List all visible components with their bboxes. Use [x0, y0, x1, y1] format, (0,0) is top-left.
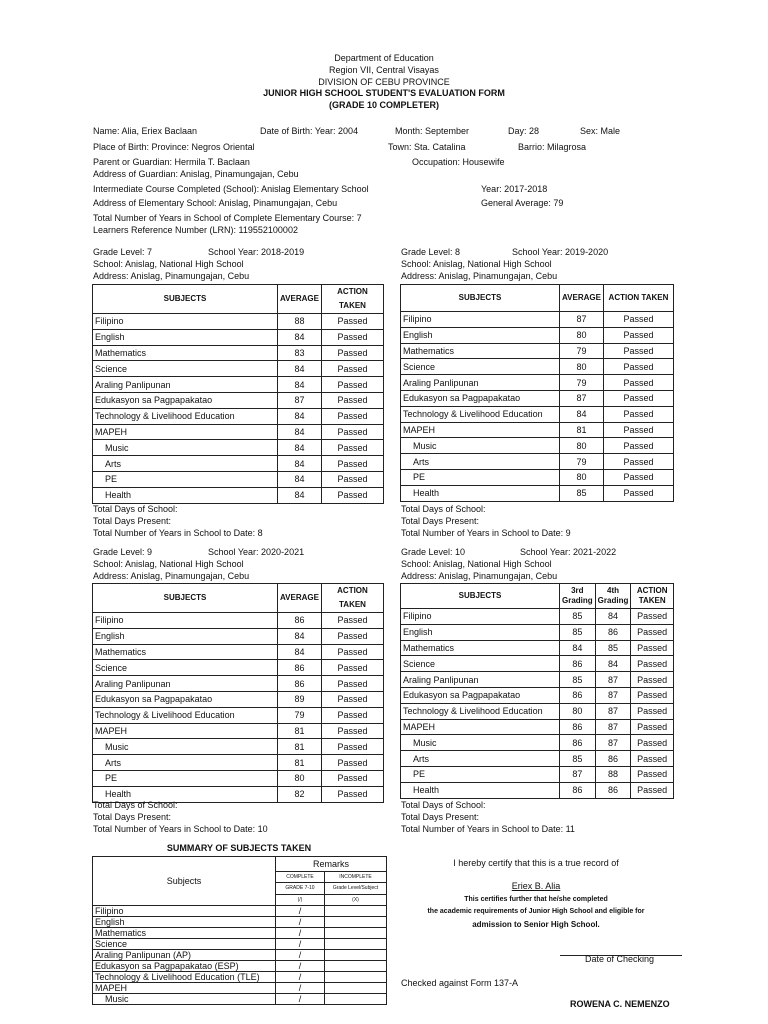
g7-h-action: ACTION TAKEN: [321, 285, 383, 314]
lrn: Learners Reference Number (LRN): 119552100002: [93, 225, 298, 235]
g9-footer: Total Days of School: Total Days Present: Total Number of Years in School to Date: 10: [93, 800, 268, 834]
table-row: English 85 86 Passed: [401, 624, 674, 640]
table-row: Mathematics 84 Passed: [93, 644, 384, 660]
table-row: MAPEH 84 Passed: [93, 424, 384, 440]
student-pob: Place of Birth: Province: Negros Oriental: [93, 142, 255, 152]
certify-requirements: the academic requirements of Junior High School and eligible for: [427, 908, 645, 915]
table-row: Arts 81 Passed: [93, 755, 384, 771]
general-average: General Average: 79: [481, 198, 564, 208]
table-row: MAPEH 86 87 Passed: [401, 719, 674, 735]
table-row: English 84 Passed: [93, 329, 384, 345]
table-row: Araling Panlipunan 86 Passed: [93, 676, 384, 692]
signatory-name: ROWENA C. NEMENZO: [570, 999, 670, 1009]
table-row: Filipino 86 Passed: [93, 613, 384, 629]
table-row: English 84 Passed: [93, 628, 384, 644]
student-day: Day: 28: [508, 126, 540, 136]
g9-grades-table: [92, 583, 384, 803]
table-row: Mathematics 83 Passed: [93, 345, 384, 361]
table-row: Edukasyon sa Pagpapakatao 86 87 Passed: [401, 687, 674, 703]
summary-h-x: (X): [325, 894, 387, 905]
header-region: Region VII, Central Visayas: [329, 65, 439, 75]
g7-h-average: AVERAGE: [278, 285, 322, 314]
table-row: Filipino 87 Passed: [401, 312, 674, 328]
summary-h-remarks: Remarks: [276, 857, 387, 872]
g10-h-action: ACTION TAKEN: [631, 584, 674, 609]
student-barrio: Barrio: Milagrosa: [518, 142, 587, 152]
table-row: Edukasyon sa Pagpapakatao (ESP) /: [93, 961, 387, 972]
table-row: PE 87 88 Passed: [401, 766, 674, 782]
g10-footer: Total Days of School: Total Days Present: Total Number of Years in School to Date: 11: [401, 800, 575, 834]
g8-school: School: Anislag, National High School: [401, 259, 552, 269]
g8-level: Grade Level: 8: [401, 247, 461, 257]
g10-h-subjects: SUBJECTS: [401, 584, 560, 609]
table-row: Technology & Livelihood Education 79 Passed: [93, 707, 384, 723]
certify-admission: admission to Senior High School.: [472, 920, 600, 929]
total-years-elementary: Total Number of Years in School of Complete Elementary Course: 7: [93, 213, 362, 223]
g8-grades-table: [400, 284, 674, 502]
table-row: Music 86 87 Passed: [401, 735, 674, 751]
table-row: Filipino 88 Passed: [93, 314, 384, 330]
summary-h-subjects: Subjects: [93, 857, 276, 906]
g10-school: School: Anislag, National High School: [401, 559, 552, 569]
table-row: Music 84 Passed: [93, 440, 384, 456]
table-row: Music /: [93, 994, 387, 1005]
g9-school-year: School Year: 2020-2021: [208, 547, 305, 557]
g10-h-4th: 4th Grading: [595, 584, 631, 609]
table-row: Mathematics 84 85 Passed: [401, 640, 674, 656]
certified-student-name: Eriex B. Alia: [511, 881, 561, 891]
table-row: PE 80 Passed: [93, 770, 384, 786]
student-month: Month: September: [395, 126, 470, 136]
g8-address: Address: Anislag, Pinamungajan, Cebu: [401, 271, 558, 281]
certify-line: I hereby certify that this is a true record of: [453, 858, 619, 868]
table-row: Mathematics /: [93, 928, 387, 939]
form-title: JUNIOR HIGH SCHOOL STUDENT'S EVALUATION FORM: [263, 88, 505, 98]
table-row: Arts 84 Passed: [93, 456, 384, 472]
g9-h-average: AVERAGE: [278, 584, 322, 613]
summary-h-complete: COMPLETE: [276, 872, 325, 883]
table-row: English 80 Passed: [401, 327, 674, 343]
summary-h-incomplete: INCOMPLETE: [325, 872, 387, 883]
table-row: Health 84 Passed: [93, 487, 384, 503]
intermediate-course: Intermediate Course Completed (School): Anislag Elementary School: [93, 184, 369, 194]
g9-h-subjects: SUBJECTS: [93, 584, 278, 613]
table-row: Technology & Livelihood Education 84 Passed: [93, 408, 384, 424]
g7-h-subjects: SUBJECTS: [93, 285, 278, 314]
elementary-address: Address of Elementary School: Anislag, Pinamungajan, Cebu: [93, 198, 338, 208]
summary-title: SUMMARY OF SUBJECTS TAKEN: [166, 843, 312, 853]
student-town: Town: Sta. Catalina: [388, 142, 466, 152]
table-row: Edukasyon sa Pagpapakatao 87 Passed: [401, 390, 674, 406]
g10-grades-table: [400, 583, 674, 799]
g9-address: Address: Anislag, Pinamungajan, Cebu: [93, 571, 250, 581]
header-division: DIVISION OF CEBU PROVINCE: [318, 77, 450, 87]
table-row: MAPEH 81 Passed: [93, 723, 384, 739]
student-dob: Date of Birth: Year: 2004: [260, 126, 359, 136]
summary-h-check: (/): [276, 894, 325, 905]
table-row: Araling Panlipunan (AP) /: [93, 950, 387, 961]
table-row: Technology & Livelihood Education 84 Passed: [401, 406, 674, 422]
table-row: PE 84 Passed: [93, 471, 384, 487]
g7-school: School: Anislag, National High School: [93, 259, 244, 269]
table-row: Arts 79 Passed: [401, 454, 674, 470]
g7-footer: Total Days of School: Total Days Present: Total Number of Years in School to Date: 8: [93, 504, 263, 538]
student-guardian: Parent or Guardian: Hermila T. Baclaan: [93, 157, 250, 167]
date-of-checking-label: Date of Checking: [585, 954, 655, 964]
table-row: Technology & Livelihood Education (TLE) /: [93, 972, 387, 983]
table-row: Araling Panlipunan 84 Passed: [93, 377, 384, 393]
table-row: PE 80 Passed: [401, 469, 674, 485]
g7-level: Grade Level: 7: [93, 247, 153, 257]
g9-school: School: Anislag, National High School: [93, 559, 244, 569]
table-row: Health 82 Passed: [93, 786, 384, 802]
header-department: Department of Education: [334, 53, 434, 63]
g8-h-subjects: SUBJECTS: [401, 285, 560, 312]
table-row: Music 80 Passed: [401, 438, 674, 454]
summary-h-level: Grade Level/Subject: [325, 883, 387, 894]
table-row: Science 80 Passed: [401, 359, 674, 375]
table-row: Health 85 Passed: [401, 485, 674, 501]
g10-level: Grade Level: 10: [401, 547, 466, 557]
table-row: Music 81 Passed: [93, 739, 384, 755]
g7-address: Address: Anislag, Pinamungajan, Cebu: [93, 271, 250, 281]
intermediate-year: Year: 2017-2018: [481, 184, 548, 194]
g7-grades-table: [92, 284, 384, 504]
table-row: Technology & Livelihood Education 80 87 Passed: [401, 703, 674, 719]
g8-footer: Total Days of School: Total Days Present: Total Number of Years in School to Date: 9: [401, 504, 571, 538]
student-name: Name: Alia, Eriex Baclaan: [93, 126, 198, 136]
table-row: Edukasyon sa Pagpapakatao 87 Passed: [93, 392, 384, 408]
table-row: Science /: [93, 939, 387, 950]
g9-level: Grade Level: 9: [93, 547, 153, 557]
g8-h-action: ACTION TAKEN: [603, 285, 673, 312]
table-row: Arts 85 86 Passed: [401, 751, 674, 767]
table-row: Health 86 86 Passed: [401, 782, 674, 798]
table-row: Science 86 Passed: [93, 660, 384, 676]
table-row: MAPEH /: [93, 983, 387, 994]
table-row: Edukasyon sa Pagpapakatao 89 Passed: [93, 691, 384, 707]
certify-further: This certifies further that he/she completed: [464, 896, 608, 903]
student-sex: Sex: Male: [580, 126, 621, 136]
g9-h-action: ACTION TAKEN: [321, 584, 383, 613]
table-row: MAPEH 81 Passed: [401, 422, 674, 438]
table-row: Filipino /: [93, 906, 387, 917]
table-row: Araling Panlipunan 79 Passed: [401, 375, 674, 391]
table-row: Araling Panlipunan 85 87 Passed: [401, 672, 674, 688]
table-row: Filipino 85 84 Passed: [401, 609, 674, 625]
guardian-occupation: Occupation: Housewife: [412, 157, 505, 167]
summary-h-grade: GRADE 7-10: [276, 883, 325, 894]
table-row: Science 84 Passed: [93, 361, 384, 377]
g10-school-year: School Year: 2021-2022: [520, 547, 617, 557]
guardian-address: Address of Guardian: Anislag, Pinamungajan, Cebu: [93, 169, 299, 179]
table-row: Mathematics 79 Passed: [401, 343, 674, 359]
table-row: Science 86 84 Passed: [401, 656, 674, 672]
g8-school-year: School Year: 2019-2020: [512, 247, 609, 257]
g10-h-3rd: 3rd Grading: [560, 584, 596, 609]
checked-against: Checked against Form 137-A: [401, 978, 519, 988]
summary-table: [92, 856, 387, 1005]
g10-address: Address: Anislag, Pinamungajan, Cebu: [401, 571, 558, 581]
g7-school-year: School Year: 2018-2019: [208, 247, 305, 257]
table-row: English /: [93, 917, 387, 928]
g8-h-average: AVERAGE: [560, 285, 604, 312]
form-subtitle: (GRADE 10 COMPLETER): [328, 100, 439, 110]
